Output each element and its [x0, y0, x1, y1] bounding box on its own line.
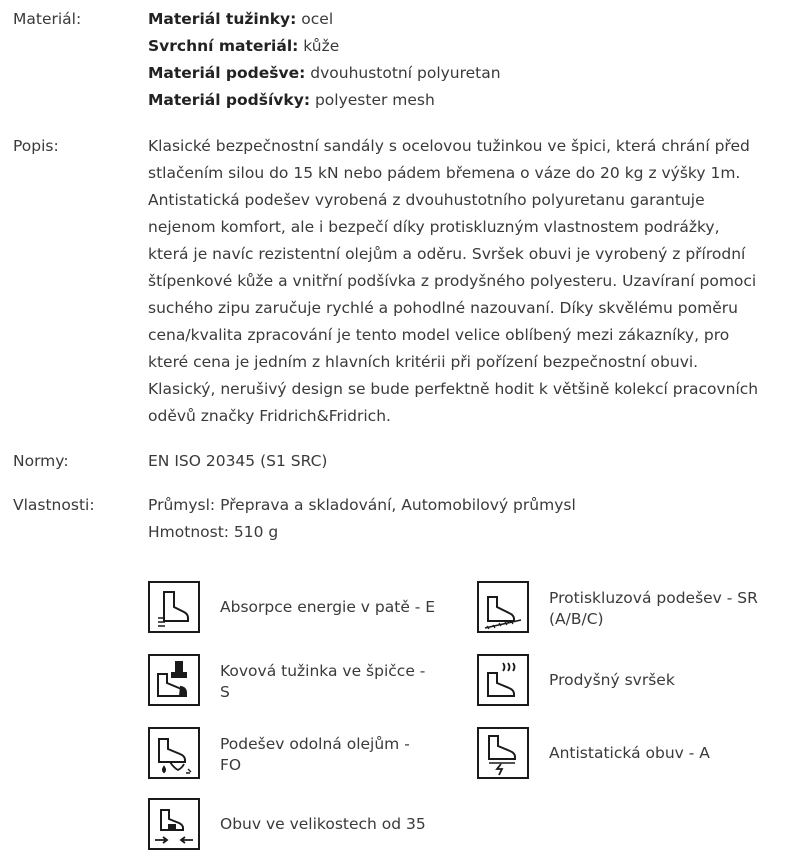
feature-line: Kovová tužinka ve špičce - [220, 662, 426, 680]
vlastnosti-line: Průmysl: Přeprava a skladování, Automobilový průmysl [148, 496, 576, 514]
feature-line: Podešev odolná olejům - [220, 735, 410, 753]
material-item-value: polyester mesh [310, 91, 435, 109]
vlastnosti-values [148, 492, 788, 546]
feature-text [549, 743, 710, 764]
material-item-key: Svrchní materiál: [148, 37, 299, 55]
feature-text [220, 814, 426, 835]
vlastnosti-row [0, 492, 796, 546]
feature-text [549, 588, 758, 630]
popis-description [148, 133, 788, 430]
material-item-value: ocel [296, 10, 334, 28]
material-item [148, 33, 788, 60]
popis-label: Popis: [13, 137, 59, 155]
material-item [148, 60, 788, 87]
material-item-value: kůže [298, 37, 340, 55]
description-line: štípenkové kůže a vnitřní podšívka z prodyšného polyesteru. Uzavíraní pomoci [148, 272, 757, 290]
vlastnosti-line: Hmotnost: 510 g [148, 523, 279, 541]
feature-item [477, 727, 787, 787]
description-line: stlačením silou do 15 kN nebo pádem břemena o váze do 20 kg z výšky 1m. [148, 164, 741, 182]
description-line: cena/kvalita zpracování je tento model velice oblíbený mezi zákazníky, pro [148, 326, 730, 344]
feature-text [220, 661, 425, 703]
energy-absorption-heel-icon [148, 581, 200, 633]
popis-row [0, 133, 796, 433]
description-line: která je navíc rezistentní olejům a oděru. Svršek obuvi je vyrobený z přírodní [148, 245, 746, 263]
normy-value: EN ISO 20345 (S1 SRC) [148, 452, 328, 470]
steel-toe-cap-icon [148, 654, 200, 706]
breathable-upper-icon [477, 654, 529, 706]
feature-line: Antistatická obuv - A [549, 744, 710, 762]
antistatic-shoe-icon [477, 727, 529, 779]
feature-text [220, 734, 410, 776]
material-label: Materiál: [13, 10, 82, 28]
feature-line: Obuv ve velikostech od 35 [220, 815, 426, 833]
feature-item [477, 654, 787, 714]
description-line: Antistatická podešev vyrobená z dvouhustotního polyuretanu garantuje [148, 191, 705, 209]
feature-item [148, 798, 468, 858]
material-values [148, 6, 788, 114]
feature-text [220, 597, 435, 618]
material-item [148, 87, 788, 114]
description-line: Klasické bezpečnostní sandály s ocelovou tužinkou ve špici, která chrání před [148, 137, 750, 155]
feature-line: Prodyšný svršek [549, 671, 675, 689]
feature-line: S [220, 683, 230, 701]
sizes-from-35-icon [148, 798, 200, 850]
material-item-key: Materiál tužinky: [148, 10, 297, 28]
feature-item [477, 581, 787, 641]
feature-line: Absorpce energie v patě - E [220, 598, 436, 616]
normy-row [0, 448, 796, 475]
normy-label: Normy: [13, 452, 69, 470]
material-item-key: Materiál podešve: [148, 64, 306, 82]
material-row [0, 6, 796, 114]
feature-line: (A/B/C) [549, 610, 604, 628]
feature-line: Protiskluzová podešev - SR [549, 589, 758, 607]
description-line: Klasický, nerušivý design se bude perfektně hodit k většině kolekcí pracovních [148, 380, 759, 398]
description-line: suchého zipu zaručuje rychlé a pohodlné nazouvaní. Díky skvělému poměru [148, 299, 738, 317]
vlastnosti-label: Vlastnosti: [13, 496, 95, 514]
anti-slip-sole-icon [477, 581, 529, 633]
material-item-value: dvouhustotní polyuretan [305, 64, 501, 82]
feature-item [148, 581, 468, 641]
material-item [148, 6, 788, 33]
feature-line: FO [220, 756, 242, 774]
description-line: nejenom komfort, ale i bezpečí díky protiskluzným vlastnostem podrážky, [148, 218, 720, 236]
feature-item [148, 654, 468, 714]
description-line: které cena je jedním z hlavních kritérii při pořízení bezpečnostní obuvi. [148, 353, 699, 371]
feature-text [549, 670, 675, 691]
oil-resistant-sole-icon [148, 727, 200, 779]
description-line: oděvů značky Fridrich&Fridrich. [148, 407, 391, 425]
feature-item [148, 727, 468, 787]
material-item-key: Materiál podšívky: [148, 91, 311, 109]
